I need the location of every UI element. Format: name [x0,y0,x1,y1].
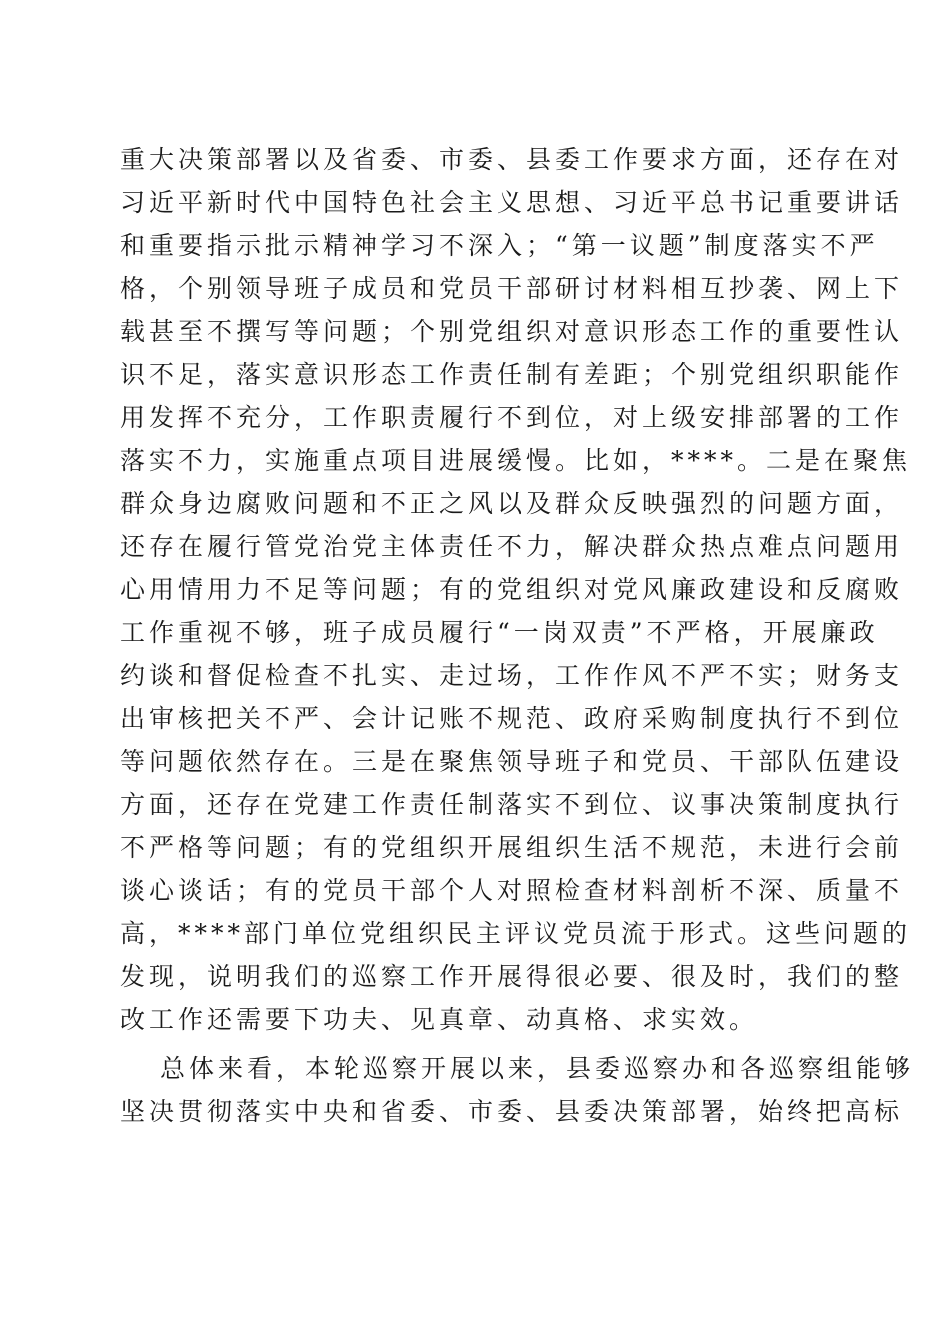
text-line: 坚决贯彻落实中央和省委、市委、县委决策部署，始终把高标 [120,1097,904,1126]
text-line: 习近平新时代中国特色社会主义思想、习近平总书记重要讲话 [120,188,904,217]
text-line: 识不足，落实意识形态工作责任制有差距；个别党组织职能作 [120,360,904,389]
text-line: 和重要指示批示精神学习不深入；“第一议题”制度落实不严 [120,231,879,260]
text-line: 方面，还存在党建工作责任制落实不到位、议事决策制度执行 [120,790,904,819]
text-line: 改工作还需要下功夫、见真章、动真格、求实效。 [120,1005,759,1034]
paragraph-2 [120,1047,915,1133]
text-line: 高，****部门单位党组织民主评议党员流于形式。这些问题的 [120,919,912,948]
paragraph-1 [120,138,912,1041]
document-body [120,138,915,1133]
text-line: 重大决策部署以及省委、市委、县委工作要求方面，还存在对 [120,145,904,174]
text-line: 用发挥不充分，工作职责履行不到位，对上级安排部署的工作 [120,403,904,432]
text-line: 发现，说明我们的巡察工作开展得很必要、很及时，我们的整 [120,962,904,991]
text-line: 心用情用力不足等问题；有的党组织对党风廉政建设和反腐败 [120,575,904,604]
text-line: 不严格等问题；有的党组织开展组织生活不规范，未进行会前 [120,833,904,862]
text-line: 出审核把关不严、会计记账不规范、政府采购制度执行不到位 [120,704,904,733]
text-line: 格，个别领导班子成员和党员干部研讨材料相互抄袭、网上下 [120,274,904,303]
text-line: 载甚至不撰写等问题；个别党组织对意识形态工作的重要性认 [120,317,904,346]
text-line: 谈心谈话；有的党员干部个人对照检查材料剖析不深、质量不 [120,876,904,905]
text-line: 总体来看，本轮巡察开展以来，县委巡察办和各巡察组能够 [160,1054,915,1083]
text-line: 等问题依然存在。三是在聚焦领导班子和党员、干部队伍建设 [120,747,904,776]
text-line: 落实不力，实施重点项目进展缓慢。比如，****。二是在聚焦 [120,446,912,475]
text-line: 约谈和督促检查不扎实、走过场，工作作风不严不实；财务支 [120,661,904,690]
text-line: 群众身边腐败问题和不正之风以及群众反映强烈的问题方面， [120,489,904,518]
text-line: 还存在履行管党治党主体责任不力，解决群众热点难点问题用 [120,532,904,561]
text-line: 工作重视不够，班子成员履行“一岗双责”不严格，开展廉政 [120,618,879,647]
